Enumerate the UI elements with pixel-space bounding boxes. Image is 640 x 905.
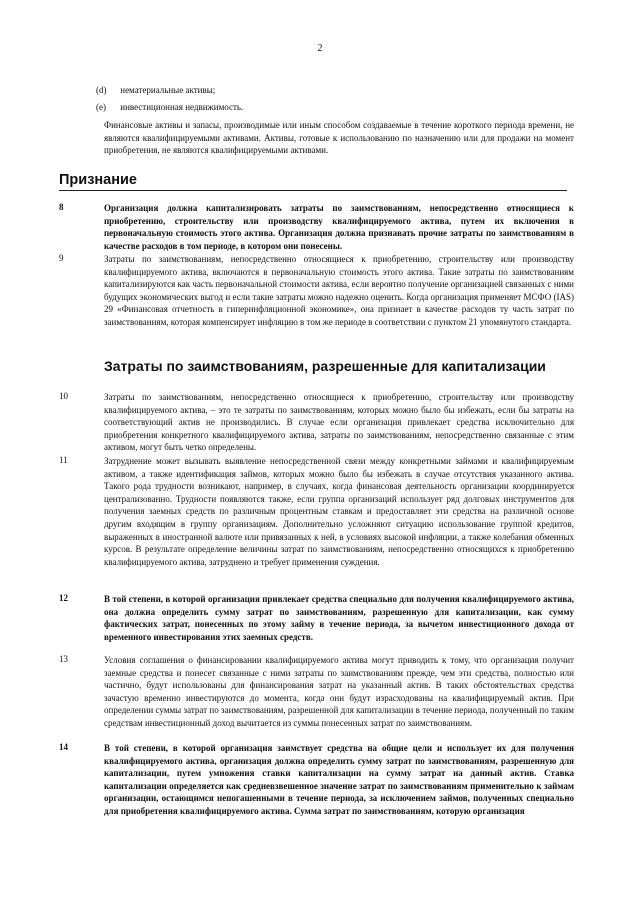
page-number: 2 (317, 43, 323, 54)
intro-paragraph: Финансовые активы и запасы, производимые или иным способом создаваемые в течение короткого периода времени, не являются квалифицируемыми активами. Активы, готовые к использованию по назначению или для продажи на момент приобретения, не являются квалифицируемыми активами. (104, 120, 574, 155)
list-item-text: инвестиционная недвижимость. (120, 102, 244, 112)
list-item-label: (d) (96, 85, 107, 95)
paragraph-text: Затраты по заимствованиям, непосредственно относящиеся к приобретению, строительству или производству квалифицируемого актива, включаются в первоначальную стоимость этого актива. Такие затраты по заимствованиям капитализируются как часть первоначальной стоимости актива, если вероятно получение организацией связанных с ними будущих экономических выгод и если такие затраты можно надежно оценить. Когда организация применяет МСФО (IAS) 29 «Финансовая отчетность в гиперинфляционной экономике», она признает в качестве расходов ту часть затрат по заимствованиям, которая компенсирует инфляцию в том же периоде в соответствии с пунктом 21 упомянутого стандарта. (104, 254, 574, 327)
section-divider (59, 190, 567, 191)
subsection-title: Затраты по заимствованиям, разрешенные для капитализации (104, 358, 546, 374)
paragraph-number: 13 (59, 654, 68, 664)
list-item (96, 101, 576, 113)
paragraph-text: В той степени, в которой организация заимствует средства на общие цели и использует их для получения квалифицируемого актива, организация должна определить сумму затрат по заимствованиям, разрешенную для капитализации, путем умножения ставки капитализации на сумму затрат на данный актив. Ставка капитализации определяется как средневзвешенное значение затрат по заимствованиям применительно к займам организации, остающимся непогашенными в течение периода, за исключением займов, полученных специально для приобретения квалифицируемого актива. Сумма затрат по заимствованиям, которую организация (104, 743, 574, 816)
paragraph-number: 12 (59, 593, 68, 603)
paragraph-number: 8 (59, 202, 64, 212)
list-item-text: нематериальные активы; (120, 85, 216, 95)
section-title: Признание (59, 172, 137, 188)
paragraph-text: Организация должна капитализировать затраты по заимствованиям, непосредственно относящиеся к приобретению, строительству или производству квалифицируемого актива, путем их включения в первоначальную стоимость этого актива. Организация должна признавать прочие затраты по заимствованиям в качестве расходов в том периоде, в котором они понесены. (104, 203, 574, 251)
paragraph-number: 11 (59, 455, 68, 465)
list-item-label: (e) (96, 102, 106, 112)
paragraph-text: Затруднение может вызывать выявление непосредственной связи между конкретными займами и квалифицируемым активом, а также идентификация займов, которых можно было бы избежать в случае отсутствия указанного актива. Такого рода трудности возникают, например, в случаях, когда финансовая деятельность организации координируется централизованно. Трудности появляются также, если группа организаций использует ряд долговых инструментов для получения заемных средств по различным процентным ставкам и предоставляет эти средства на различной основе другим входящим в группу организациям. Дополнительно усложняют ситуацию использование группой кредитов, выраженных в иностранной валюте или привязанных к ней, в условиях высокой инфляции, а также колебания обменных курсов. В результате определение величины затрат по заимствованиям, непосредственно относящихся к приобретению квалифицируемого актива, затруднено и требует применения суждения. (104, 456, 574, 567)
paragraph-number: 10 (59, 391, 68, 401)
list-item (96, 84, 576, 96)
paragraph-number: 14 (59, 742, 68, 752)
paragraph-text: Затраты по заимствованиям, непосредственно относящиеся к приобретению, строительству или производству квалифицируемого актива, – это те затраты по заимствованиям, которых можно было бы избежать, если бы затраты на соответствующий актив не производились. В случае если организация привлекает средства исключительно для приобретения конкретного квалифицируемого актива, затраты по заимствованиям, непосредственно связанные с этим активом, могут быть четко определены. (104, 392, 574, 453)
paragraph-text: Условия соглашения о финансировании квалифицируемого актива могут приводить к тому, что организация получит заемные средства и понесет связанные с ними затраты по заимствованиям прежде, чем эти средства, полностью или частично, будут использованы для финансирования затрат на указанный актив. В таких обстоятельствах средства зачастую временно инвестируются до момента, когда они будут израсходованы на квалифицируемый актив. При определении суммы затрат по заимствованиям, разрешенной для капитализации в течение периода, полученный по таким средствам инвестиционный доход вычитается из суммы понесенных затрат по заимствованиям. (104, 655, 574, 728)
paragraph-number: 9 (59, 253, 64, 263)
paragraph-text: В той степени, в которой организация привлекает средства специально для получения квалифицируемого актива, она должна определить сумму затрат по заимствованиям, разрешенную для капитализации, как сумму фактических затрат, понесенных по этому займу в течение периода, за вычетом инвестиционного дохода от временного инвестирования этих заемных средств. (104, 594, 574, 642)
